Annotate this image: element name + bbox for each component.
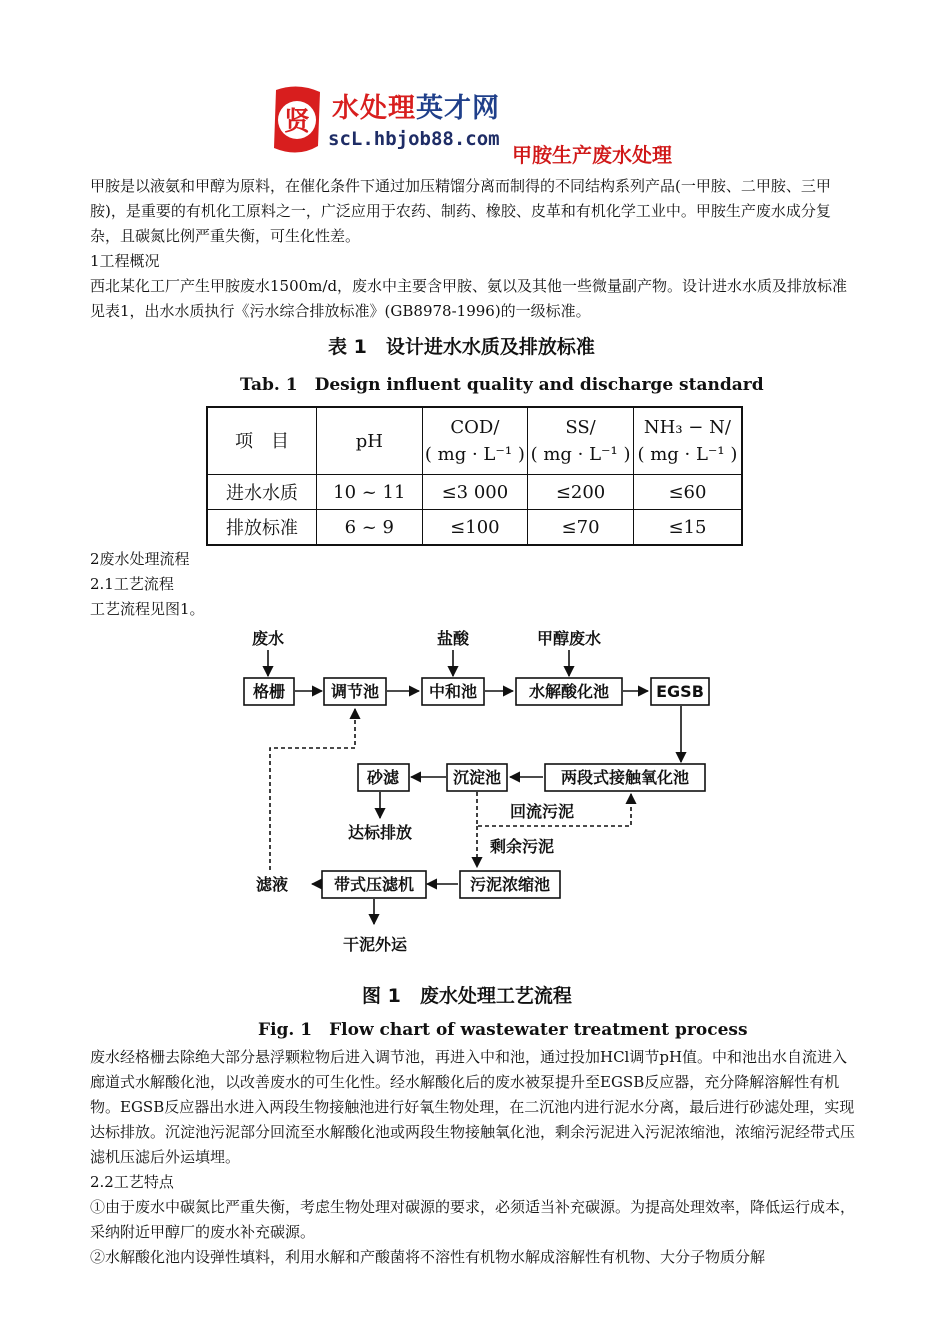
label-return-sludge: 回流污泥 (509, 802, 575, 821)
table-cell: ≤3 000 (422, 475, 528, 510)
process-flow-chart (230, 620, 750, 965)
header-cell-item: 项 目 (207, 407, 317, 475)
header-cell-cod: COD/ ( mg · L⁻¹ ) (422, 407, 528, 475)
box-sludge-thickener: 污泥浓缩池 (469, 875, 551, 894)
table-1-title-en: Tab. 1 Design influent quality and discharge standard (240, 375, 764, 395)
box-sand-filter: 砂滤 (366, 768, 400, 787)
site-logo[interactable] (268, 84, 518, 164)
table-cell: 进水水质 (207, 475, 317, 510)
box-hydrolysis-tank: 水解酸化池 (528, 682, 610, 701)
process-description-paragraph: 废水经格栅去除绝大部分悬浮颗粒物后进入调节池，再进入中和池，通过投加HCl调节pH值。中和池出水自流进入廊道式水解酸化池，以改善废水的可生化性。经水解酸化后的废水被泵提升至EGSB反应器，充分降解溶解性有机物。EGSB反应器出水进入两段生物接触池进行好氧生物处理，在二沉池内进行泥水分离，最后进行砂滤处理，实现达标排放。沉淀池污泥部分回流至水解酸化池或两段生物接触氧化池，剩余污泥进入污泥浓缩池，浓缩污泥经带式压滤机压滤后外运填埋。 (90, 1048, 856, 1166)
box-regulating-tank: 调节池 (330, 682, 380, 701)
header-cell-ss: SS/ ( mg · L⁻¹ ) (528, 407, 634, 475)
section-2-heading: 2废水处理流程 (90, 550, 190, 568)
table-1-title-cn: 表 1 设计进水水质及排放标准 (328, 336, 595, 358)
table-cell: ≤60 (633, 475, 742, 510)
section-2-1-text: 工艺流程见图1。 (90, 600, 205, 618)
table-cell: 排放标准 (207, 510, 317, 546)
table-row (207, 475, 742, 510)
figure-1-title-cn: 图 1 废水处理工艺流程 (362, 985, 572, 1007)
section-2-1-heading: 2.1工艺流程 (90, 575, 174, 593)
table-cell: 10 ~ 11 (317, 475, 423, 510)
section-1-heading: 1工程概况 (90, 252, 160, 270)
box-neutralization-tank: 中和池 (428, 682, 478, 701)
box-contact-oxidation: 两段式接触氧化池 (560, 768, 690, 787)
feature-point-2: ②水解酸化池内设弹性填料，利用水解和产酸菌将不溶性有机物水解成溶解性有机物、大分子物质分解 (90, 1248, 766, 1266)
intro-paragraph: 甲胺是以液氨和甲醇为原料，在催化条件下通过加压精馏分离而制得的不同结构系列产品(一甲胺、二甲胺、三甲胺)，是重要的有机化工原料之一，广泛应用于农药、制药、橡胶、皮革和有机化学工业中。甲胺生产废水成分复杂，且碳氮比例严重失衡，可生化性差。 (90, 177, 831, 245)
logo-text: 水处理英才网 (332, 93, 500, 124)
box-belt-press: 带式压滤机 (333, 875, 415, 894)
table-row (207, 510, 742, 546)
label-hcl: 盐酸 (436, 629, 470, 648)
label-excess-sludge: 剩余污泥 (489, 837, 555, 856)
box-screen: 格栅 (252, 682, 286, 701)
svg-text:贤: 贤 (283, 107, 311, 137)
table-cell: ≤15 (633, 510, 742, 546)
header-cell-nh3n: NH₃ − N/ ( mg · L⁻¹ ) (633, 407, 742, 475)
label-waste-water: 废水 (251, 629, 285, 648)
logo-mark-icon (268, 84, 326, 156)
label-dry-sludge: 干泥外运 (342, 935, 408, 954)
label-methanol-waste: 甲醇废水 (536, 629, 602, 648)
figure-1-title-en: Fig. 1 Flow chart of wastewater treatment process (258, 1020, 748, 1040)
section-1-paragraph: 西北某化工厂产生甲胺废水1500m/d，废水中主要含甲胺、氨以及其他一些微量副产物。设计进水水质及排放标准见表1，出水水质执行《污水综合排放标准》(GB8978-1996)的一级标准。 (90, 277, 848, 320)
quality-table (206, 406, 743, 546)
table-header-row (207, 407, 742, 475)
box-egsb: EGSB (656, 682, 704, 701)
label-discharge: 达标排放 (347, 823, 413, 842)
feature-point-1: ①由于废水中碳氮比严重失衡，考虑生物处理对碳源的要求，必须适当补充碳源。为提高处理效率，降低运行成本，采纳附近甲醇厂的废水补充碳源。 (90, 1198, 856, 1241)
label-filtrate: 滤液 (255, 875, 289, 894)
table-cell: ≤100 (422, 510, 528, 546)
table-cell: ≤200 (528, 475, 634, 510)
table-cell: 6 ~ 9 (317, 510, 423, 546)
box-sedimentation-tank: 沉淀池 (452, 768, 502, 787)
section-2-2-heading: 2.2工艺特点 (90, 1173, 174, 1191)
document-title: 甲胺生产废水处理 (512, 143, 672, 167)
header-cell-ph: pH (317, 407, 423, 475)
logo-url[interactable]: scL.hbjob88.com (328, 128, 500, 150)
table-cell: ≤70 (528, 510, 634, 546)
